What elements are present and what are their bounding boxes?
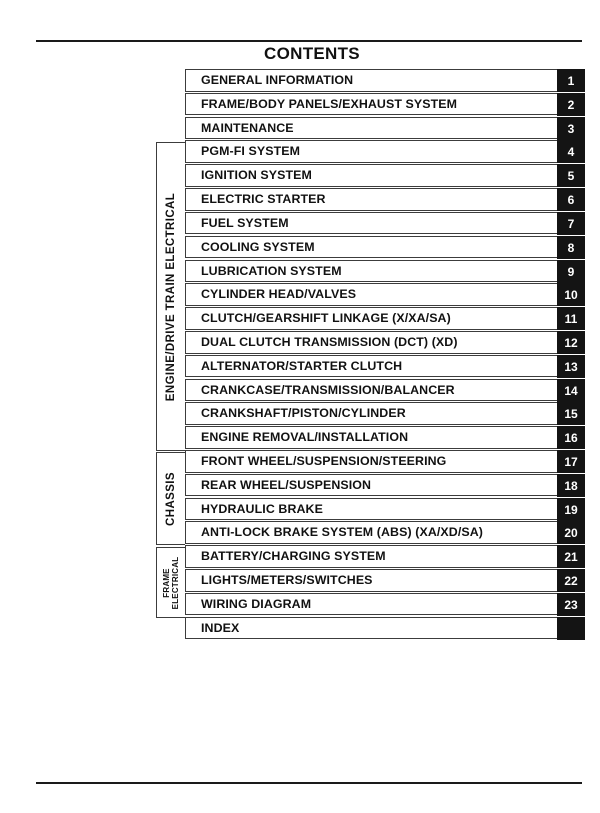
section-title: ELECTRIC STARTER <box>201 192 326 207</box>
section-number-tab: 5 <box>557 164 585 187</box>
group-label-frame-line2: ELECTRICAL <box>171 556 180 609</box>
section-row[interactable] <box>185 117 585 140</box>
section-row[interactable] <box>185 93 585 116</box>
section-row[interactable] <box>185 69 585 92</box>
section-title: MAINTENANCE <box>201 120 294 135</box>
section-title: FRONT WHEEL/SUSPENSION/STEERING <box>201 454 447 468</box>
section-title: CYLINDER HEAD/VALVES <box>201 287 357 302</box>
section-title: PGM-FI SYSTEM <box>201 144 301 159</box>
section-title: WIRING DIAGRAM <box>201 596 312 611</box>
section-title: IGNITION SYSTEM <box>201 168 312 183</box>
section-row[interactable] <box>185 188 585 211</box>
section-row[interactable] <box>185 355 585 378</box>
section-number-tab: 23 <box>557 593 585 616</box>
section-title: ALTERNATOR/STARTER CLUTCH <box>201 358 403 373</box>
section-number-tab: 15 <box>557 402 585 425</box>
section-title: ENGINE REMOVAL/INSTALLATION <box>201 430 409 445</box>
group-label-frame-line1: FRAME <box>162 567 171 598</box>
section-row[interactable] <box>185 569 585 592</box>
section-number-tab: 19 <box>557 498 585 521</box>
section-number-tab: 22 <box>557 569 585 592</box>
section-row[interactable] <box>185 379 585 402</box>
section-number-tab: 4 <box>557 140 585 163</box>
section-number-tab: 21 <box>557 545 585 568</box>
section-row[interactable] <box>185 260 585 283</box>
section-title: HYDRAULIC BRAKE <box>201 501 323 516</box>
bottom-rule <box>36 782 582 784</box>
section-title: BATTERY/CHARGING SYSTEM <box>201 549 386 564</box>
section-row[interactable] <box>185 307 585 330</box>
section-title: CRANKSHAFT/PISTON/CYLINDER <box>201 406 406 421</box>
section-title: FRAME/BODY PANELS/EXHAUST SYSTEM <box>201 96 458 111</box>
section-title: INDEX <box>201 620 240 635</box>
section-title: LIGHTS/METERS/SWITCHES <box>201 573 373 588</box>
section-row[interactable] <box>185 402 585 425</box>
section-row[interactable] <box>185 236 585 259</box>
page-title: CONTENTS <box>264 44 360 63</box>
section-row[interactable] <box>185 593 585 616</box>
contents-list <box>185 69 585 641</box>
section-number-tab: 6 <box>557 188 585 211</box>
section-row[interactable] <box>185 498 585 521</box>
section-number-tab: 14 <box>557 379 585 402</box>
section-number-tab: 7 <box>557 212 585 235</box>
section-row[interactable] <box>185 164 585 187</box>
section-row[interactable] <box>185 450 585 473</box>
section-title: CLUTCH/GEARSHIFT LINKAGE (X/XA/SA) <box>201 311 451 326</box>
group-engine-drive-train-electrical <box>156 142 185 451</box>
section-title: ANTI-LOCK BRAKE SYSTEM (ABS) (XA/XD/SA) <box>201 525 483 540</box>
section-number-tab <box>557 617 585 640</box>
top-rule <box>36 40 582 42</box>
section-title: FUEL SYSTEM <box>201 215 289 230</box>
section-title: CRANKCASE/TRANSMISSION/BALANCER <box>201 382 455 397</box>
section-number-tab: 12 <box>557 331 585 354</box>
section-number-tab: 20 <box>557 521 585 544</box>
section-number-tab: 9 <box>557 260 585 283</box>
section-row[interactable] <box>185 283 585 306</box>
section-number-tab: 3 <box>557 117 585 140</box>
section-number-tab: 13 <box>557 355 585 378</box>
section-title: DUAL CLUTCH TRANSMISSION (DCT) (XD) <box>201 334 458 349</box>
section-number-tab: 8 <box>557 236 585 259</box>
group-label-engine: ENGINE/DRIVE TRAIN ELECTRICAL <box>165 192 177 401</box>
section-title: COOLING SYSTEM <box>201 239 315 254</box>
section-row[interactable] <box>185 521 585 544</box>
group-frame-electrical <box>156 547 185 618</box>
group-label-chassis: CHASSIS <box>165 471 177 526</box>
group-chassis <box>156 452 185 545</box>
section-row[interactable] <box>185 212 585 235</box>
section-row[interactable] <box>185 426 585 449</box>
section-title: LUBRICATION SYSTEM <box>201 263 342 278</box>
section-title: GENERAL INFORMATION <box>201 73 354 87</box>
section-row[interactable] <box>185 140 585 163</box>
section-number-tab: 18 <box>557 474 585 497</box>
section-number-tab: 11 <box>557 307 585 330</box>
section-row[interactable] <box>185 617 585 640</box>
section-number-tab: 10 <box>557 283 585 306</box>
section-row[interactable] <box>185 474 585 497</box>
section-number-tab: 1 <box>557 69 585 92</box>
section-number-tab: 16 <box>557 426 585 449</box>
section-number-tab: 2 <box>557 93 585 116</box>
group-label-frame-electrical <box>162 556 180 609</box>
section-number-tab: 17 <box>557 450 585 473</box>
section-title: REAR WHEEL/SUSPENSION <box>201 477 372 492</box>
section-row[interactable] <box>185 545 585 568</box>
section-row[interactable] <box>185 331 585 354</box>
